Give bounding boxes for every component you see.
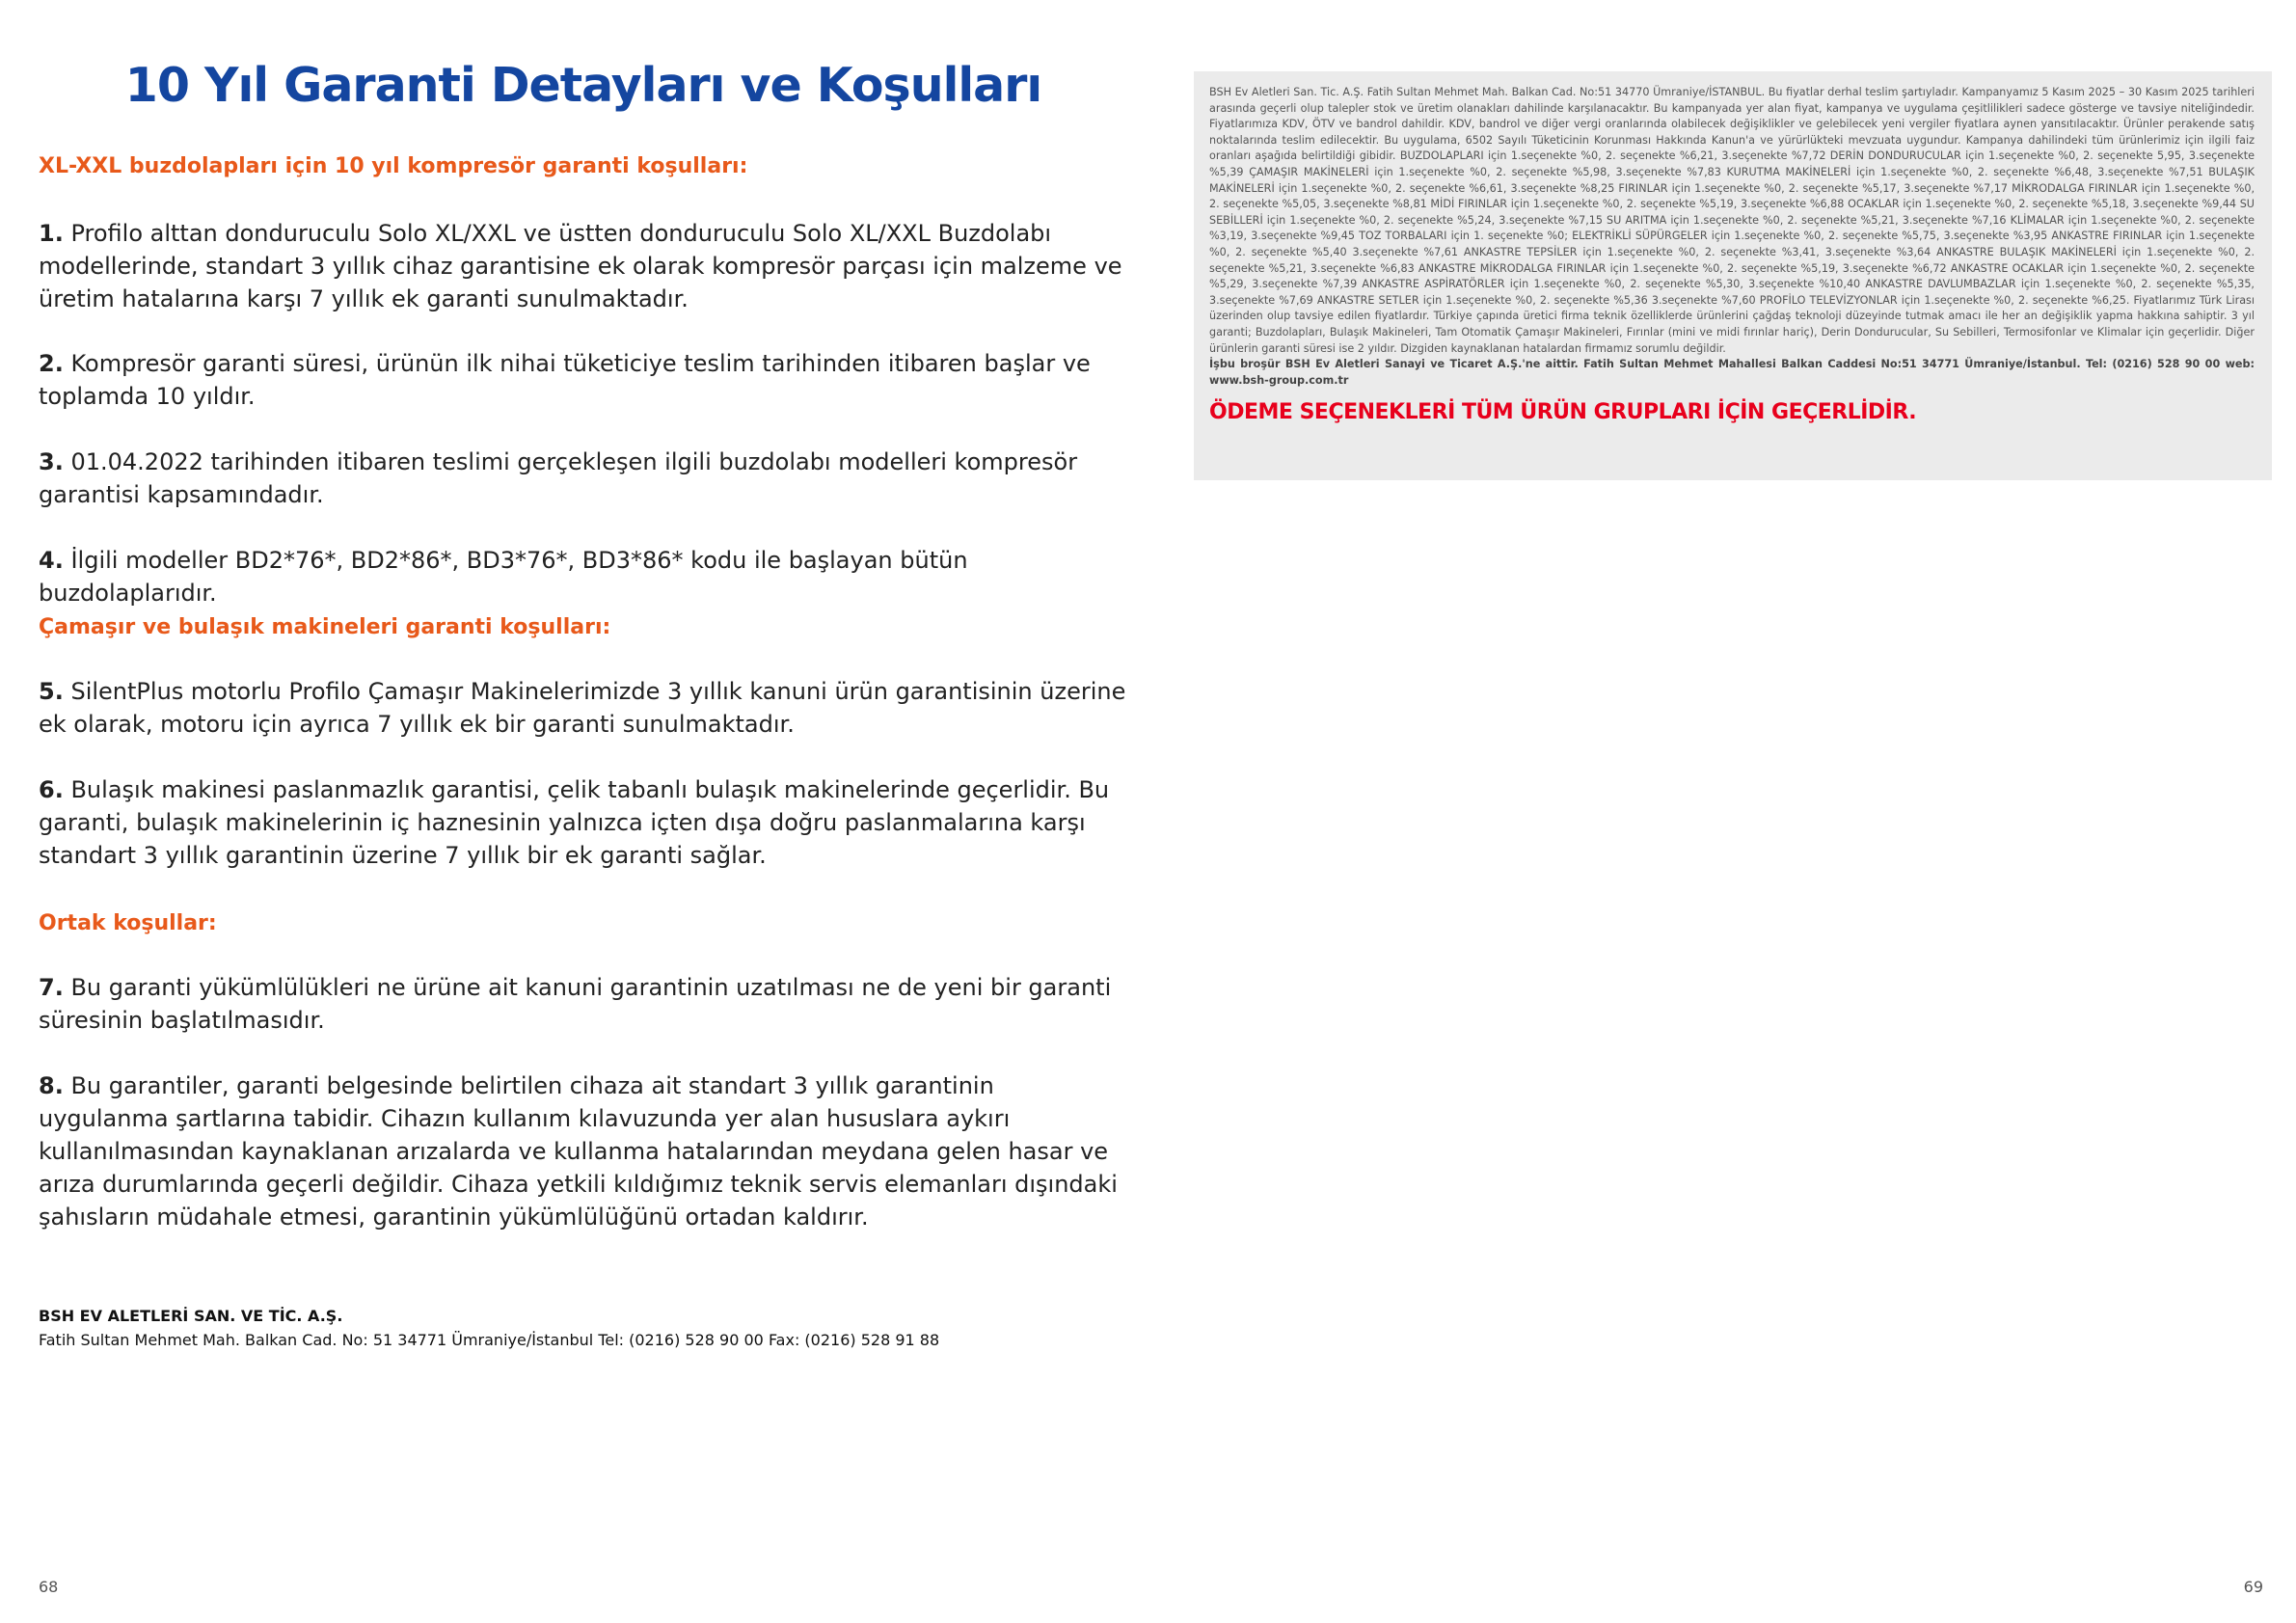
clause-2 <box>39 347 1128 413</box>
clause-text: İlgili modeller BD2*76*, BD2*86*, BD3*76*, BD3*86* kodu ile başlayan bütün buzdolaplarıdır. <box>39 547 968 607</box>
brochure-ownership: İşbu broşür BSH Ev Aletleri Sanayi ve Ticaret A.Ş.'ne aittir. Fatih Sultan Mehmet Mahallesi Balkan Caddesi No:51 34771 Ümraniye/İstanbul. Tel: (0216) 528 90 00 web: www.bsh-group.com.tr <box>1209 358 2255 387</box>
legal-body: BSH Ev Aletleri San. Tic. A.Ş. Fatih Sultan Mehmet Mah. Balkan Cad. No:51 34770 Ümraniye/İSTANBUL. Bu fiyatlar derhal teslim şartıyladır. Kampanyamız 5 Kasım 2025 – 30 Kasım 2025 tarihleri arasında geçerli olup talepler stok ve üretim olanakları dahilinde karşılanacaktır. Bu kampanyada yer alan fiyat, kampanya ve uygulama çeşitlilikleri sadece gösterge ve tavsiye niteliğindedir. Fiyatlarımıza KDV, ÖTV ve bandrol dahildir. KDV, bandrol ve diğer vergi oranlarında olabilecek değişiklikler ve gelebilecek yeni vergiler fiyatlara aynen yansıtılacaktır. Ürünler perakende satış noktalarında teslim edilecektir. Bu uygulama, 6502 Sayılı Tüketicinin Korunması Hakkında Kanun'a ve yürürlükteki mevzuata uygundur. Kampanya dahilindeki tüm ürünlerimiz için ilgili faiz oranları aşağıda belirtildiği gibidir. BUZDOLAPLARI için 1.seçenekte %0, 2. seçenekte %6,21, 3.seçenekte %7,72 DERİN DONDURUCULAR için 1.seçenekte %0, 2. seçenekte 5,95, 3.seçenekte %5,39 ÇAMAŞIR MAKİNELERİ için 1.seçenekte %0, 2. seçenekte %5,98, 3.seçenekte %7,83 KURUTMA MAKİNELERİ için 1.seçenekte %0, 2. seçenekte %6,48, 3.seçenekte %7,51 BULAŞIK MAKİNELERİ için 1.seçenekte %0, 2. seçenekte %6,61, 3.seçenekte %8,25 FIRINLAR için 1.seçenekte %0, 2. seçenekte %5,17, 3.seçenekte %7,17 MİKRODALGA FIRINLAR için 1.seçenekte %0, 2. seçenekte %5,05, 3.seçenekte %8,81 MİDİ FIRINLAR için 1.seçenekte %0, 2. seçenekte %5,19, 3.seçenekte %6,88 OCAKLAR için 1.seçenekte %0, 2. seçenekte %5,18, 3.seçenekte %9,44 SU SEBİLLERİ için 1.seçenekte %0, 2. seçenekte %5,24, 3.seçenekte %7,15 SU ARITMA için 1.seçenekte %0, 2. seçenekte %5,21, 3.seçenekte %7,16 KLİMALAR için 1.seçenekte %0, 2. seçenekte %3,19, 3.seçenekte %9,45 TOZ TORBALARI için 1. seçenekte %0; ELEKTRİKLİ SÜPÜRGELER için 1.seçenekte %0, 2. seçenekte %5,75, 3.seçenekte %3,95 ANKASTRE FIRINLAR için 1.seçenekte %0, 2. seçenekte %5,40 3.seçenekte %7,61 ANKASTRE TEPSİLER için 1.seçenekte %0, 2. seçenekte %3,41, 3.seçenekte %3,64 ANKASTRE BULAŞIK MAKİNELERİ için 1.seçenekte %0, 2. seçenekte %5,21, 3.seçenekte %6,83 ANKASTRE MİKRODALGA FIRINLAR için 1.seçenekte %0, 2. seçenekte %5,19, 3.seçenekte %6,72 ANKASTRE OCAKLAR için 1.seçenekte %0, 2. seçenekte %5,29, 3.seçenekte %7,39 ANKASTRE ASPİRATÖRLER için 1.seçenekte %0, 2. seçenekte %5,30, 3.seçenekte %10,40 ANKASTRE DAVLUMBAZLAR için 1.seçenekte %0, 2. seçenekte %5,35, 3.seçenekte %7,69 ANKASTRE SETLER için 1.seçenekte %0, 2. seçenekte %5,36 3.seçenekte %7,60 PROFİLO TELEVİZYONLAR için 1.seçenekte %0, 2. seçenekte %6,25. Fiyatlarımız Türk Lirası üzerinden olup tavsiye edilen fiyatlardır. Türkiye çapında üretici firma teknik özelliklerde ürünlerini çağdaş teknoloji düzeyinde tutmak amacı ile her an değişiklik yapma hakkına sahiptir. 3 yıl garanti; Buzdolapları, Bulaşık Makineleri, Tam Otomatik Çamaşır Makineleri, Fırınlar (mini ve midi fırınlar hariç), Derin Dondurucular, Su Sebilleri, Termosifonlar ve Klimalar için geçerlidir. Diğer ürünlerin garanti süresi ise 2 yıldır. Dizgiden kaynaklanan hatalardan firmamız sorumlu değildir. <box>1209 86 2255 355</box>
heading-common-conditions: Ortak koşullar: <box>39 911 217 935</box>
clause-text: Bulaşık makinesi paslanmazlık garantisi, çelik tabanlı bulaşık makinelerinde geçerlidir. Bu garanti, bulaşık makinelerinin iç haznesinin yalnızca içten dışa doğru paslanmalarına karşı standart 3 yıllık garantinin üzerine 7 yıllık bir ek garanti sağlar. <box>39 776 1110 869</box>
clause-number: 8. <box>39 1072 64 1099</box>
clause-number: 1. <box>39 220 64 247</box>
clause-number: 3. <box>39 448 64 475</box>
legal-disclaimer-box <box>1194 71 2272 480</box>
clause-7 <box>39 971 1128 1037</box>
clause-6 <box>39 773 1128 872</box>
clause-text: 01.04.2022 tarihinden itibaren teslimi gerçekleşen ilgili buzdolabı modelleri kompresör garantisi kapsamındadır. <box>39 448 1078 508</box>
clause-4 <box>39 544 1128 609</box>
payment-options-notice: ÖDEME SEÇENEKLERİ TÜM ÜRÜN GRUPLARI İÇİN GEÇERLİDİR. <box>1209 400 1917 425</box>
clause-number: 2. <box>39 350 64 377</box>
page-number-left: 68 <box>39 1578 59 1596</box>
clause-5 <box>39 675 1128 741</box>
clause-1 <box>39 217 1128 315</box>
clause-8 <box>39 1069 1128 1233</box>
clause-3 <box>39 446 1128 511</box>
page-title: 10 Yıl Garanti Detayları ve Koşulları <box>124 58 1042 113</box>
clause-number: 4. <box>39 547 64 574</box>
company-name: BSH EV ALETLERİ SAN. VE TİC. A.Ş. <box>39 1307 343 1325</box>
heading-appliance-warranty: Çamaşır ve bulaşık makineleri garanti koşulları: <box>39 615 611 639</box>
company-info <box>39 1307 939 1349</box>
clause-number: 7. <box>39 974 64 1001</box>
clause-text: SilentPlus motorlu Profilo Çamaşır Makinelerimizde 3 yıllık kanuni ürün garantisinin üzerine ek olarak, motoru için ayrıca 7 yıllık ek bir garanti sunulmaktadır. <box>39 678 1126 738</box>
clause-text: Bu garantiler, garanti belgesinde belirtilen cihaza ait standart 3 yıllık garantinin uygulanma şartlarına tabidir. Cihazın kullanım kılavuzunda yer alan hususlara aykırı kullanılmasından kaynaklanan arızalarda ve kullanma hatalarından meydana gelen hasar ve arıza durumlarında geçerli değildir. Cihaza yetkili kıldığımız teknik servis elemanları dışındaki şahısların müdahale etmesi, garantinin yükümlülüğünü ortadan kaldırır. <box>39 1072 1118 1231</box>
legal-text <box>1209 85 2255 389</box>
clause-text: Kompresör garanti süresi, ürünün ilk nihai tüketiciye teslim tarihinden itibaren başlar ve toplamda 10 yıldır. <box>39 350 1091 410</box>
clause-number: 6. <box>39 776 64 803</box>
page-number-right: 69 <box>2243 1578 2263 1596</box>
heading-refrigerator-warranty: XL-XXL buzdolapları için 10 yıl kompresör garanti koşulları: <box>39 154 748 178</box>
clause-number: 5. <box>39 678 64 705</box>
clause-text: Bu garanti yükümlülükleri ne ürüne ait kanuni garantinin uzatılması ne de yeni bir garanti süresinin başlatılmasıdır. <box>39 974 1112 1034</box>
company-address: Fatih Sultan Mehmet Mah. Balkan Cad. No: 51 34771 Ümraniye/İstanbul Tel: (0216) 528 90 00 Fax: (0216) 528 91 88 <box>39 1331 940 1349</box>
clause-text: Profilo alttan donduruculu Solo XL/XXL ve üstten donduruculu Solo XL/XXL Buzdolabı modellerinde, standart 3 yıllık cihaz garantisine ek olarak kompresör parçası için malzeme ve üretim hatalarına karşı 7 yıllık ek garanti sunulmaktadır. <box>39 220 1122 312</box>
